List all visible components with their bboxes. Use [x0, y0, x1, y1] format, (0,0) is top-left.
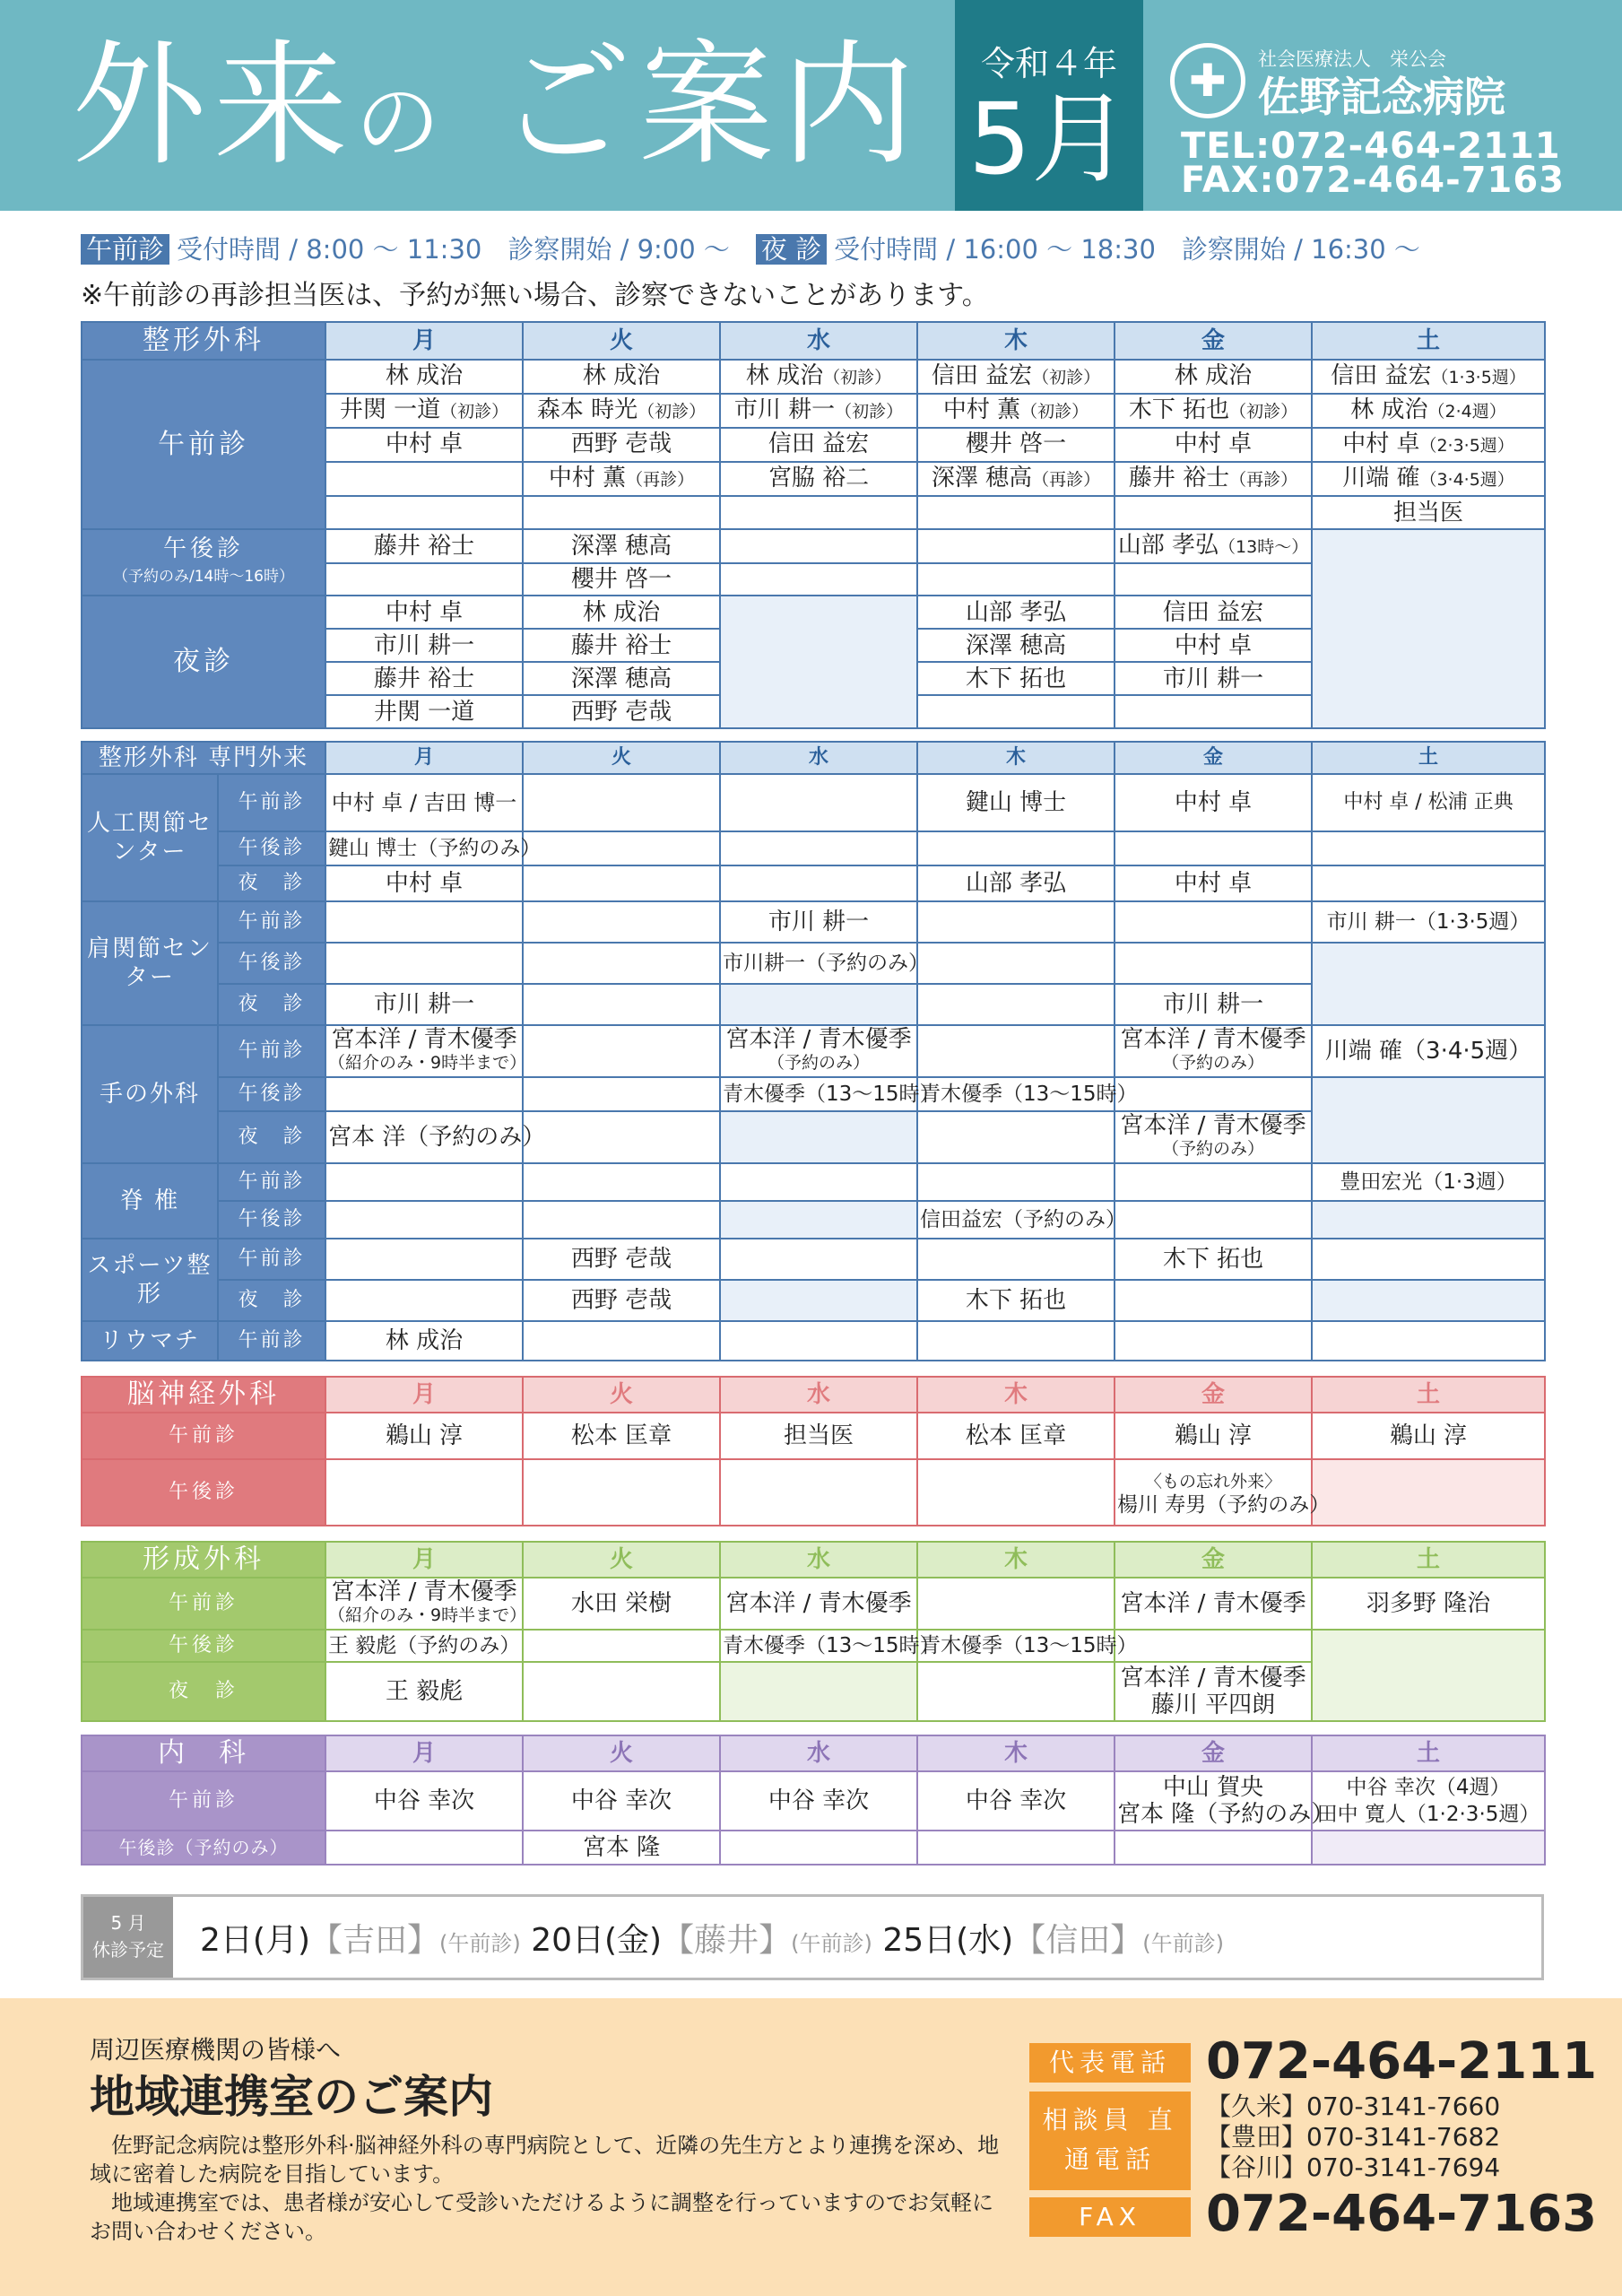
- header-banner: [0, 0, 1622, 211]
- empty-cell: [720, 1321, 917, 1361]
- doctor-cell: 中村 卓: [1115, 865, 1312, 901]
- day-fri: 金: [1115, 742, 1312, 774]
- specialty-schedule-table: [81, 741, 1546, 1361]
- doctor-cell: 松本 匡章: [523, 1413, 720, 1459]
- page-title: 外来の ご案内: [72, 28, 923, 184]
- am-label: 午前診: [218, 1239, 325, 1280]
- doctor-cell: 中山 賀央 宮本 隆（予約のみ）: [1115, 1771, 1312, 1831]
- empty-cell: [1312, 1201, 1545, 1239]
- empty-cell: [917, 943, 1115, 984]
- empty-cell: [1115, 1201, 1312, 1239]
- day-fri: 金: [1115, 1542, 1312, 1578]
- am-label: 午前診: [82, 360, 325, 529]
- day-tue: 火: [523, 322, 720, 360]
- doctor-cell: 中村 卓（2·3·5週）: [1312, 428, 1545, 462]
- pm-label: 午後診: [218, 1201, 325, 1239]
- era-label: 令和４年: [980, 44, 1117, 83]
- empty-cell: [917, 1459, 1115, 1526]
- day-tue: 火: [523, 1377, 720, 1413]
- empty-cell: [325, 1239, 523, 1280]
- doctor-cell: 宮本 隆: [523, 1831, 720, 1865]
- empty-cell: [1115, 1077, 1312, 1111]
- hospital-name: 佐野記念病院: [1258, 73, 1505, 121]
- doctor-cell: 宮本洋 / 青木優季 （予約のみ）: [1115, 1111, 1312, 1163]
- empty-cell: [720, 1831, 917, 1865]
- fax-number: 072-464-7163: [1206, 2185, 1598, 2243]
- rheumatism-label: リウマチ: [82, 1321, 218, 1361]
- night-label: 夜 診: [82, 1662, 325, 1721]
- hospital-logo-icon: ✚: [1170, 43, 1245, 118]
- am-label: 午前診: [82, 1771, 325, 1831]
- notice-text: ※午前診の再診担当医は、予約が無い場合、診察できないことがあります。: [81, 280, 989, 311]
- doctor-cell: 櫻井 啓一: [523, 563, 720, 596]
- empty-cell: [1312, 1831, 1545, 1865]
- empty-cell: [720, 774, 917, 831]
- holiday-doctor: 【吉田】: [310, 1922, 440, 1959]
- header-tel[interactable]: TEL:072-464-2111: [1181, 126, 1561, 167]
- doctor-cell: 深澤 穂高: [917, 629, 1115, 662]
- empty-cell: [720, 984, 917, 1025]
- doctor-cell: 豊田宏光（1·3週）: [1312, 1163, 1545, 1201]
- doctor-cell: 宮本洋 / 青木優季 （紹介のみ・9時半まで）: [325, 1025, 523, 1077]
- empty-cell: [917, 529, 1115, 563]
- doctor-cell: 市川 耕一（初診）: [720, 394, 917, 428]
- doctor-cell: 井関 一道（初診）: [325, 394, 523, 428]
- main-phone-label: 代表電話: [1029, 2043, 1191, 2083]
- doctor-cell: 市川 耕一: [1115, 662, 1312, 695]
- night-hours: 受付時間 / 16:00 ～ 18:30 診察開始 / 16:30 ～: [834, 234, 1420, 265]
- empty-cell: [523, 943, 720, 984]
- doctor-cell: 藤井 裕士（再診）: [1115, 462, 1312, 496]
- spine-label: 脊 椎: [82, 1163, 218, 1239]
- day-fri: 金: [1115, 322, 1312, 360]
- day-sat: 土: [1312, 1735, 1545, 1771]
- day-fri: 金: [1115, 1735, 1312, 1771]
- doctor-cell: 藤井 裕士: [325, 529, 523, 563]
- day-wed: 水: [720, 1542, 917, 1578]
- day-sat: 土: [1312, 1377, 1545, 1413]
- empty-cell: [523, 1163, 720, 1201]
- empty-cell: [523, 984, 720, 1025]
- doctor-cell: 担当医: [1312, 496, 1545, 529]
- holiday-note: (午前診): [439, 1931, 521, 1956]
- empty-cell: [1115, 1831, 1312, 1865]
- am-label: 午前診: [218, 774, 325, 831]
- footer-title: 地域連携室のご案内: [90, 2071, 493, 2123]
- doctor-cell: 中谷 幸次（4週） 田中 寛人（1·2·3·5週）: [1312, 1771, 1545, 1831]
- empty-cell: [720, 1280, 917, 1321]
- doctor-cell: 川端 確（3·4·5週）: [1312, 1025, 1545, 1077]
- empty-cell: [325, 1831, 523, 1865]
- empty-cell: [720, 1239, 917, 1280]
- empty-cell: [1115, 1321, 1312, 1361]
- holiday-note: (午前診): [1142, 1931, 1224, 1956]
- direct-phone-item[interactable]: 【豊田】070-3141-7682: [1206, 2122, 1501, 2152]
- empty-cell: [523, 1459, 720, 1526]
- empty-cell: [917, 1662, 1115, 1721]
- dept-title: 整形外科: [82, 322, 325, 360]
- corporation-name: 社会医療法人 栄公会: [1258, 48, 1446, 70]
- neuro-schedule-table: [81, 1376, 1546, 1526]
- empty-cell: [523, 1201, 720, 1239]
- empty-cell: [720, 1201, 917, 1239]
- empty-cell: [917, 984, 1115, 1025]
- doctor-cell: 王 毅彪: [325, 1662, 523, 1721]
- main-phone-number[interactable]: 072-464-2111: [1206, 2032, 1598, 2091]
- dept-title: 内 科: [82, 1735, 325, 1771]
- doctor-cell: 信田 益宏: [720, 428, 917, 462]
- doctor-cell: 中村 卓: [1115, 774, 1312, 831]
- am-label: 午前診: [218, 1321, 325, 1361]
- doctor-cell: 山部 孝弘: [917, 596, 1115, 629]
- doctor-cell: 藤井 裕士: [523, 629, 720, 662]
- empty-cell: [917, 563, 1115, 596]
- direct-phone-item[interactable]: 【久米】070-3141-7660: [1206, 2092, 1501, 2121]
- empty-cell: [325, 563, 523, 596]
- am-label: 午前診: [82, 1578, 325, 1630]
- empty-cell: [917, 496, 1115, 529]
- empty-cell: [325, 496, 523, 529]
- doctor-cell: 木下 拓也: [917, 662, 1115, 695]
- empty-cell: [1115, 1280, 1312, 1321]
- day-thu: 木: [917, 742, 1115, 774]
- empty-cell: [1312, 1280, 1545, 1321]
- doctor-cell: 中村 卓: [325, 865, 523, 901]
- day-thu: 木: [917, 1735, 1115, 1771]
- holiday-note: (午前診): [791, 1931, 872, 1956]
- night-label: 夜 診: [218, 984, 325, 1025]
- shoulder-center-label: 肩関節センター: [82, 901, 218, 1025]
- empty-cell: [325, 1077, 523, 1111]
- empty-cell: [1312, 1321, 1545, 1361]
- empty-cell: [1312, 865, 1545, 901]
- day-thu: 木: [917, 1377, 1115, 1413]
- doctor-cell: 林 成治: [523, 360, 720, 394]
- doctor-cell: 深澤 穂高: [523, 529, 720, 563]
- holiday-date: 2日(月): [200, 1922, 310, 1959]
- empty-cell: [1312, 1459, 1545, 1526]
- doctor-cell: 中村 薫（初診）: [917, 394, 1115, 428]
- empty-cell: [917, 1163, 1115, 1201]
- dept-title: 脳神経外科: [82, 1377, 325, 1413]
- empty-cell: [523, 1111, 720, 1163]
- day-tue: 火: [523, 742, 720, 774]
- doctor-cell: 信田益宏（予約のみ）: [917, 1201, 1115, 1239]
- day-wed: 水: [720, 322, 917, 360]
- am-hours: 受付時間 / 8:00 ～ 11:30 診察開始 / 9:00 ～: [177, 234, 730, 265]
- day-sat: 土: [1312, 1542, 1545, 1578]
- doctor-cell: 鵜山 淳: [325, 1413, 523, 1459]
- doctor-cell: 羽多野 隆治: [1312, 1578, 1545, 1630]
- doctor-cell: 西野 壱哉: [523, 695, 720, 728]
- month-label: 5月: [968, 82, 1130, 196]
- empty-cell: [917, 1239, 1115, 1280]
- empty-cell: [720, 1459, 917, 1526]
- ortho-schedule-table: [81, 321, 1546, 729]
- empty-cell: [325, 1280, 523, 1321]
- doctor-cell: 鵜山 淳: [1312, 1413, 1545, 1459]
- doctor-cell: 西野 壱哉: [523, 1280, 720, 1321]
- doctor-cell: 西野 壱哉: [523, 428, 720, 462]
- day-fri: 金: [1115, 1377, 1312, 1413]
- night-label: 夜 診: [218, 1111, 325, 1163]
- day-sat: 土: [1312, 742, 1545, 774]
- doctor-cell: 西野 壱哉: [523, 1239, 720, 1280]
- day-thu: 木: [917, 1542, 1115, 1578]
- doctor-cell: 林 成治: [325, 360, 523, 394]
- empty-cell: [523, 1025, 720, 1077]
- doctor-cell: 深澤 穂高（再診）: [917, 462, 1115, 496]
- empty-cell: [720, 596, 917, 728]
- day-sat: 土: [1312, 322, 1545, 360]
- empty-cell: [720, 563, 917, 596]
- empty-cell: [1115, 1163, 1312, 1201]
- direct-phone-label: 相談員 直通電話: [1029, 2092, 1191, 2190]
- empty-cell: [1312, 943, 1545, 1025]
- doctor-cell: 深澤 穂高: [523, 662, 720, 695]
- doctor-cell: 林 成治（2·4週）: [1312, 394, 1545, 428]
- empty-cell: [720, 1662, 917, 1721]
- empty-cell: [917, 901, 1115, 943]
- empty-cell: [1115, 563, 1312, 596]
- holiday-label: 5 月 休診予定: [83, 1897, 173, 1978]
- empty-cell: [917, 1111, 1115, 1163]
- dept-title: 形成外科: [82, 1542, 325, 1578]
- doctor-cell: 宮本洋 / 青木優季: [1115, 1578, 1312, 1630]
- doctor-cell: 青木優季（13～15時）: [917, 1630, 1115, 1662]
- doctor-cell: 王 毅彪（予約のみ）: [325, 1630, 523, 1662]
- direct-phone-list: [1206, 2092, 1500, 2183]
- doctor-cell: 櫻井 啓一: [917, 428, 1115, 462]
- am-label: 午前診: [218, 1025, 325, 1077]
- empty-cell: [523, 865, 720, 901]
- doctor-cell: 林 成治: [325, 1321, 523, 1361]
- night-label: 夜 診: [218, 865, 325, 901]
- empty-cell: [720, 529, 917, 563]
- pm-label: 午後診: [218, 1077, 325, 1111]
- empty-cell: [523, 831, 720, 865]
- doctor-cell: 中村 卓 / 吉田 博一: [325, 774, 523, 831]
- doctor-cell: 林 成治: [523, 596, 720, 629]
- empty-cell: [1115, 831, 1312, 865]
- doctor-cell: 中谷 幸次: [720, 1771, 917, 1831]
- empty-cell: [917, 831, 1115, 865]
- empty-cell: [917, 1578, 1115, 1630]
- doctor-cell: 担当医: [720, 1413, 917, 1459]
- empty-cell: [1115, 943, 1312, 984]
- day-mon: 月: [325, 322, 523, 360]
- doctor-cell: 中村 卓: [325, 596, 523, 629]
- dept-title: 整形外科 専門外来: [82, 742, 325, 774]
- empty-cell: [1312, 831, 1545, 865]
- empty-cell: [917, 1321, 1115, 1361]
- doctor-cell: 林 成治: [1115, 360, 1312, 394]
- day-mon: 月: [325, 1377, 523, 1413]
- empty-cell: [325, 1163, 523, 1201]
- day-wed: 水: [720, 1377, 917, 1413]
- empty-cell: [1115, 1630, 1312, 1662]
- doctor-cell: 中村 卓 / 松浦 正典: [1312, 774, 1545, 831]
- doctor-cell: 〈もの忘れ外来〉 楊川 寿男（予約のみ）: [1115, 1459, 1312, 1526]
- day-tue: 火: [523, 1542, 720, 1578]
- doctor-cell: 宮脇 裕二: [720, 462, 917, 496]
- day-tue: 火: [523, 1735, 720, 1771]
- reception-hours: [81, 230, 1420, 266]
- am-label: 午前診: [218, 901, 325, 943]
- empty-cell: [720, 1111, 917, 1163]
- joint-center-label: 人工関節センター: [82, 774, 218, 901]
- empty-cell: [720, 1163, 917, 1201]
- doctor-cell: 市川 耕一（1·3·5週）: [1312, 901, 1545, 943]
- empty-cell: [523, 1321, 720, 1361]
- empty-cell: [720, 865, 917, 901]
- footer-subtitle: 周辺医療機関の皆様へ: [90, 2035, 342, 2065]
- plastic-schedule-table: [81, 1541, 1546, 1722]
- night-label: 夜診: [82, 596, 325, 728]
- empty-cell: [523, 1662, 720, 1721]
- doctor-cell: 川端 確（3·4·5週）: [1312, 462, 1545, 496]
- am-label: 午前診: [218, 1163, 325, 1201]
- doctor-cell: 木下 拓也: [917, 1280, 1115, 1321]
- doctor-cell: 中村 卓: [325, 428, 523, 462]
- day-wed: 水: [720, 1735, 917, 1771]
- holiday-notice: [81, 1894, 1544, 1980]
- doctor-cell: 市川耕一（予約のみ）: [720, 943, 917, 984]
- footer-body: 佐野記念病院は整形外科·脳神経外科の専門病院として、近隣の先生方とより連携を深め、地域に密着した病院を目指しています。 地域連携室では、患者様が安心して受診いただけるように調整を行っていますのでお気軽にお問い合わせください。: [90, 2133, 1000, 2244]
- doctor-cell: 市川 耕一: [720, 901, 917, 943]
- doctor-cell: 林 成治（初診）: [720, 360, 917, 394]
- day-wed: 水: [720, 742, 917, 774]
- pm-label: 午後診: [218, 831, 325, 865]
- regional-liaison-footer: [0, 1998, 1622, 2296]
- empty-cell: [917, 1025, 1115, 1077]
- month-box: [955, 0, 1143, 211]
- pm-label: 午後診: [82, 1630, 325, 1662]
- day-mon: 月: [325, 742, 523, 774]
- doctor-cell: 山部 孝弘: [917, 865, 1115, 901]
- empty-cell: [1115, 496, 1312, 529]
- pm-label: 午後診: [82, 1459, 325, 1526]
- night-tag: 夜 診: [756, 234, 827, 265]
- doctor-cell: 宮本洋 / 青木優季: [720, 1578, 917, 1630]
- am-tag: 午前診: [81, 234, 169, 265]
- empty-cell: [1115, 901, 1312, 943]
- fax-label: FAX: [1029, 2197, 1191, 2237]
- table-header-row: [82, 322, 1545, 360]
- empty-cell: [325, 1201, 523, 1239]
- holiday-doctor: 【信田】: [1013, 1922, 1143, 1959]
- doctor-cell: 市川 耕一: [325, 984, 523, 1025]
- empty-cell: [917, 695, 1115, 728]
- doctor-cell: 鍵山 博士（予約のみ）: [325, 831, 523, 865]
- doctor-cell: 中村 薫（再診）: [523, 462, 720, 496]
- doctor-cell: 市川 耕一: [325, 629, 523, 662]
- pm-label: 午後診 （予約のみ/14時～16時）: [82, 529, 325, 596]
- doctor-cell: 井関 一道: [325, 695, 523, 728]
- empty-cell: [523, 1077, 720, 1111]
- doctor-cell: 信田 益宏: [1115, 596, 1312, 629]
- sports-ortho-label: スポーツ整形: [82, 1239, 218, 1321]
- doctor-cell: 宮本洋 / 青木優季 （紹介のみ・9時半まで）: [325, 1578, 523, 1630]
- doctor-cell: 鵜山 淳: [1115, 1413, 1312, 1459]
- doctor-cell: 宮本洋 / 青木優季 （予約のみ）: [720, 1025, 917, 1077]
- empty-cell: [720, 831, 917, 865]
- doctor-cell: 市川 耕一: [1115, 984, 1312, 1025]
- day-mon: 月: [325, 1542, 523, 1578]
- empty-cell: [1312, 529, 1545, 728]
- empty-cell: [325, 901, 523, 943]
- header-fax: FAX:072-464-7163: [1181, 160, 1566, 201]
- empty-cell: [720, 496, 917, 529]
- doctor-cell: 木下 拓也: [1115, 1239, 1312, 1280]
- doctor-cell: 木下 拓也（初診）: [1115, 394, 1312, 428]
- night-label: 夜 診: [218, 1280, 325, 1321]
- day-thu: 木: [917, 322, 1115, 360]
- pm-label: 午後診（予約のみ）: [82, 1831, 325, 1865]
- day-mon: 月: [325, 1735, 523, 1771]
- doctor-cell: 青木優季（13～15時）: [720, 1077, 917, 1111]
- doctor-cell: [325, 462, 523, 496]
- holiday-doctor: 【藤井】: [662, 1922, 792, 1959]
- direct-phone-item[interactable]: 【谷川】070-3141-7694: [1206, 2152, 1501, 2182]
- hand-surgery-label: 手の外科: [82, 1025, 218, 1163]
- empty-cell: [1312, 1239, 1545, 1280]
- doctor-cell: 中谷 幸次: [523, 1771, 720, 1831]
- doctor-cell: 青木優季（13～15時）: [917, 1077, 1115, 1111]
- doctor-cell: 宮本 洋（予約のみ）: [325, 1111, 523, 1163]
- doctor-cell: 青木優季（13～15時）: [720, 1630, 917, 1662]
- doctor-cell: 山部 孝弘（13時～）: [1115, 529, 1312, 563]
- empty-cell: [325, 943, 523, 984]
- doctor-cell: 信田 益宏（初診）: [917, 360, 1115, 394]
- pm-label: 午後診: [218, 943, 325, 984]
- doctor-cell: 中谷 幸次: [325, 1771, 523, 1831]
- empty-cell: [523, 496, 720, 529]
- doctor-cell: 宮本洋 / 青木優季 （予約のみ）: [1115, 1025, 1312, 1077]
- holiday-items: [200, 1915, 1224, 1961]
- holiday-date: 20日(金): [531, 1922, 663, 1959]
- empty-cell: [1312, 1630, 1545, 1721]
- am-label: 午前診: [82, 1413, 325, 1459]
- empty-cell: [917, 1831, 1115, 1865]
- empty-cell: [1115, 695, 1312, 728]
- doctor-cell: 中村 卓: [1115, 629, 1312, 662]
- doctor-cell: 松本 匡章: [917, 1413, 1115, 1459]
- doctor-cell: 宮本洋 / 青木優季 藤川 平四朗: [1115, 1662, 1312, 1721]
- internal-schedule-table: [81, 1735, 1546, 1866]
- doctor-cell: 水田 栄樹: [523, 1578, 720, 1630]
- doctor-cell: 森本 時光（初診）: [523, 394, 720, 428]
- doctor-cell: 藤井 裕士: [325, 662, 523, 695]
- doctor-cell: 鍵山 博士: [917, 774, 1115, 831]
- empty-cell: [325, 1459, 523, 1526]
- empty-cell: [523, 901, 720, 943]
- doctor-cell: 中谷 幸次: [917, 1771, 1115, 1831]
- empty-cell: [1312, 1077, 1545, 1163]
- empty-cell: [523, 774, 720, 831]
- holiday-date: 25日(水): [882, 1922, 1014, 1959]
- doctor-cell: 中村 卓: [1115, 428, 1312, 462]
- empty-cell: [523, 1630, 720, 1662]
- doctor-cell: 信田 益宏（1·3·5週）: [1312, 360, 1545, 394]
